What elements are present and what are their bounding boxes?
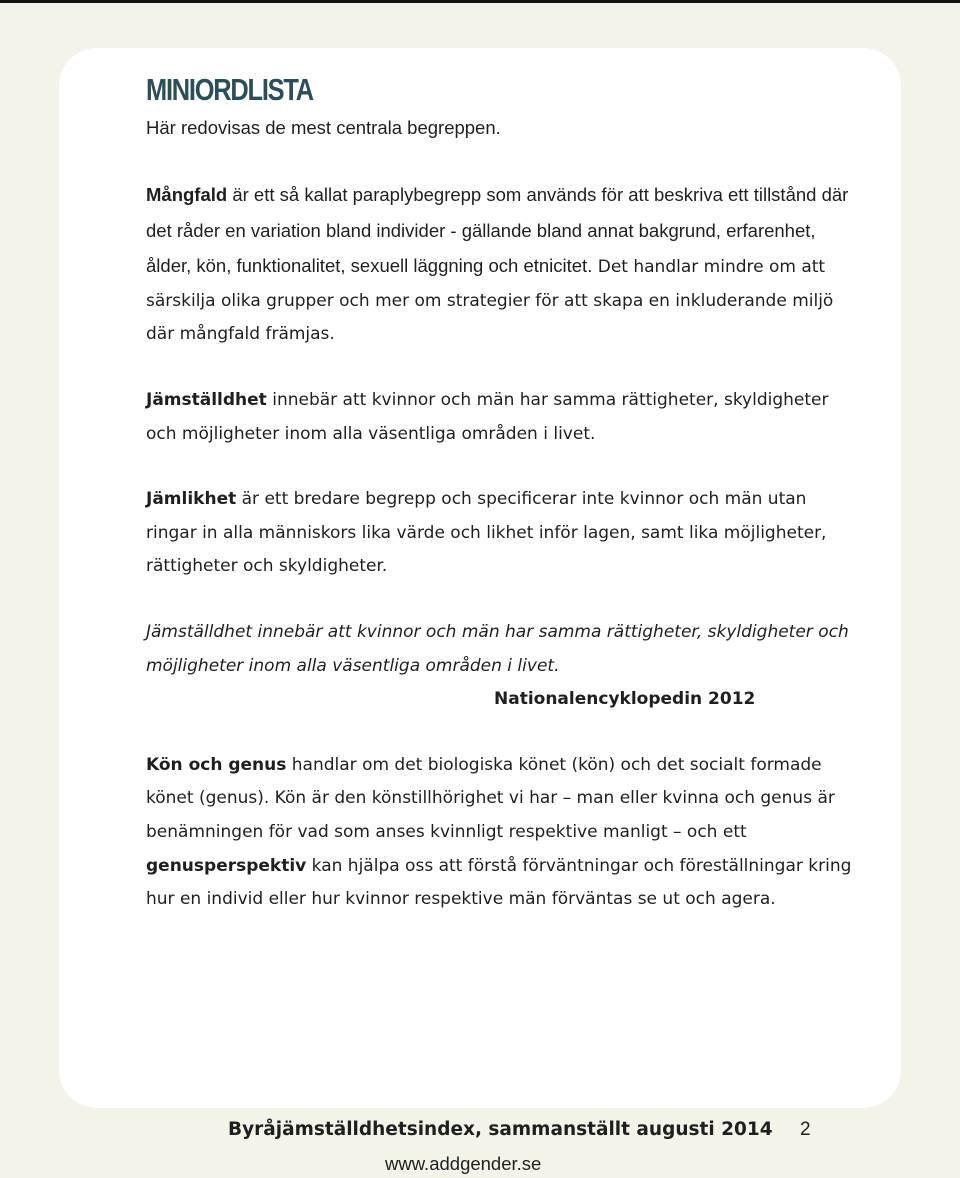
term-genusperspektiv: genusperspektiv — [146, 855, 307, 876]
definition-mangfald — [146, 178, 861, 352]
intro-text: Här redovisas de mest centrala begreppen. — [146, 117, 501, 138]
page-title: MINIORDLISTA — [146, 72, 313, 107]
definition-jamlikhet — [146, 483, 861, 584]
term-jamstalldhet: Jämställdhet — [146, 389, 267, 410]
page-number: 2 — [800, 1119, 811, 1140]
definition-jamstalldhet — [146, 384, 861, 451]
mangfald-text-1: är ett så kallat paraplybegrepp som används för att beskriva ett tillstånd där det råder en variation bland individer - gällande bland annat bakgrund, erfarenhet, ålder, kön, funktionalitet, sexuell läggning och etnicitet. — [146, 184, 849, 277]
footer-title: Byråjämställdhetsindex, sammanställt augusti 2014 — [228, 1119, 773, 1140]
jamstalldhet-text: innebär att kvinnor och män har samma rättigheter, skyldigheter och möjligheter inom alla väsentliga områden i livet. — [146, 389, 829, 444]
quote-source: Nationalencyklopedin 2012 — [494, 689, 756, 710]
quote-text: Jämställdhet innebär att kvinnor och män har samma rättigheter, skyldigheter och möjligheter inom alla väsentliga områden i livet. — [146, 621, 849, 676]
mangfald-text-2: Det handlar mindre om att särskilja olika grupper och mer om strategier för att skapa en inkluderande miljö där mångfald främjas. — [146, 257, 834, 345]
top-border — [0, 0, 960, 3]
kon-genus-text-2: kan hjälpa oss att förstå förväntningar och föreställningar kring hur en individ eller hur kvinnor respektive män förväntas se ut och agera. — [146, 855, 852, 910]
term-kon-genus: Kön och genus — [146, 754, 287, 775]
footer-url: www.addgender.se — [385, 1153, 542, 1174]
jamlikhet-text: är ett bredare begrepp och specificerar inte kvinnor och män utan ringar in alla människors lika värde och likhet inför lagen, samt lika möjligheter, rättigheter och skyldigheter. — [146, 489, 827, 577]
kon-genus-text-1: handlar om det biologiska könet (kön) och det socialt formade könet (genus). Kön är den könstillhörighet vi har – man eller kvinna och genus är benämningen för vad som anses kvinnligt respektive manligt – och ett — [146, 754, 835, 842]
definition-kon-genus — [146, 749, 861, 917]
content-card — [59, 48, 901, 1108]
term-mangfald: Mångfald — [146, 184, 228, 205]
term-jamlikhet: Jämlikhet — [146, 489, 237, 510]
